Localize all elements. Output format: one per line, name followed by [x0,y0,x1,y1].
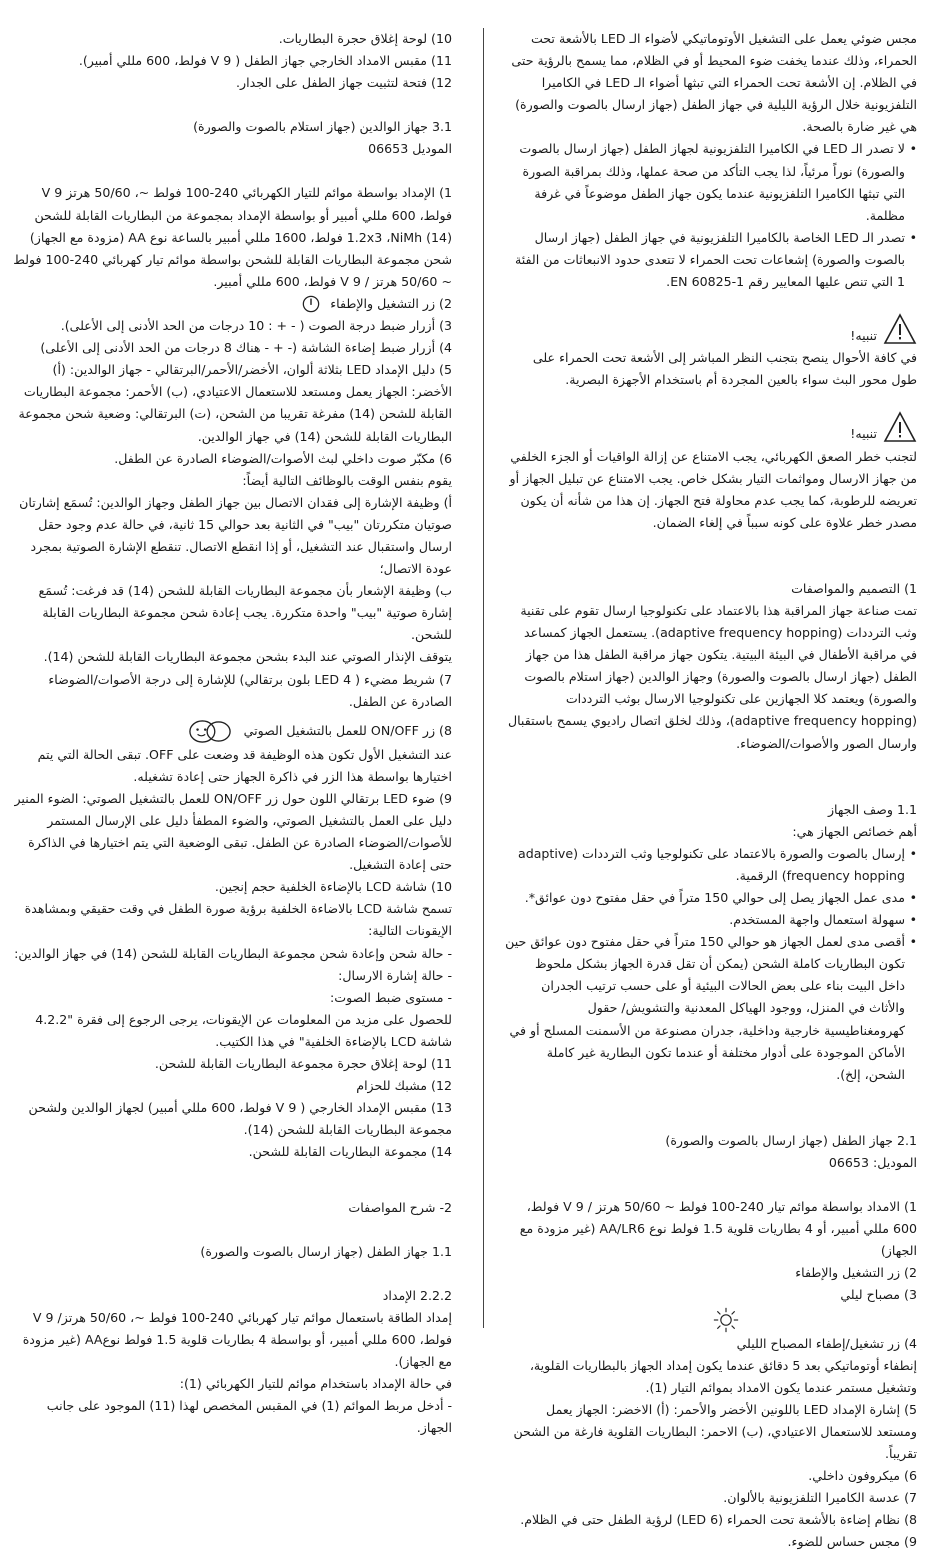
baby-unit-item-8: 8) نظام إضاءة بالأشعة تحت الحمراء (LED 6) لرؤية الطفل حتى في الظلام. [520,1512,917,1528]
feature-item: • سهولة استعمال واجهة المستخدم. [505,909,917,931]
section-2-1-model: الموديل: 06653 [828,1154,917,1170]
baby-unit-item-5: 5) إشارة الإمداد LED باللونين الأخضر والأحمر: (أ) الاخضر: الجهاز يعمل ومستعد للاستعمال الاعتيادي، (ب) الاحمر: البطاريات القلوية فارغة من الشحن تقريباً. [513,1401,917,1461]
section-1-1b-title: 1.1 جهاز الطفل (جهاز ارسال بالصوت والصورة) [200,1243,452,1259]
right-column [505,28,917,1553]
baby-unit-item-6: 6) ميكروفون داخلي. [808,1468,917,1484]
parent-unit-p23: 12) مشبك للحزام [356,1078,452,1094]
warning-block-1 [505,315,917,391]
parent-unit-p11: يتوقف الإنذار الصوتي عند البدء بشحن مجموعة البطاريات القابلة للشحن (14). [43,649,452,665]
baby-unit-item-9: 9) مجس حساس للضوء. [787,1534,917,1550]
power-icon [302,295,320,313]
baby-unit-item-7: 7) عدسة الكاميرا التلفزيونية بالألوان. [723,1490,917,1506]
parent-unit-p18: - حالة شحن وإعادة شحن مجموعة البطاريات القابلة للشحن (14) في جهاز الوالدين: [14,945,452,961]
warning-title-1: تنبيه! [850,328,877,344]
parent-unit-p5: 4) أزرار ضبط إضاءة الشاشة (- + - هناك 8 درجات من الحد الأدنى إلى الأعلى) [40,340,452,356]
parent-unit-vox-button [12,719,452,744]
section-3-1-model: الموديل 06653 [368,141,452,157]
warning-icon [883,313,917,345]
warning-text-1: في كافة الأحوال ينصح بتجنب النظر المباشر إلى الأشعة تحت الحمراء على طول محور البث سواء بالعين المجردة أم باستخدام الأجهزة البصرية. [532,350,917,388]
parent-unit-p10: ب) وظيفة الإشعار بأن مجموعة البطاريات القابلة للشحن (14) قد فرغت: تُسمَع إشارة صوتية "بيب" واحدة متكررة. يجب إعادة شحن مجموعة البطاريات القابلة للشحن. [38,583,452,643]
baby-unit-item-2: 2) زر التشغيل والإطفاء [795,1265,917,1281]
vox-icon [188,719,232,744]
feature-item: • إرسال بالصوت والصورة بالاعتماد على تكنولوجيا وثب الترددات (adaptive frequency hopping) الرقمية. [505,843,917,887]
parent-unit-p8: يقوم بنفس الوقت بالوظائف التالية أيضاً: [242,472,452,488]
parent-unit-p9: أ) وظيفة الإشارة إلى فقدان الاتصال بين جهاز الطفل وجهاز الوالدين: تُسمَع إشارتان صوتيان متكررتان "بيب" في الثانية بعد حوالي 15 ثانية، في حالة عدم وجود حقل ارسال واستقبال عند التشغيل، أو إذا انقطع الاتصال. تنقطع الإشارة الصوتية بمجرد عودة الاتصال؛ [19,494,452,577]
parent-unit-p4: 3) أزرار ضبط درجة الصوت ( - + : 10 درجات من الحد الأدنى إلى الأعلى). [60,318,452,334]
baby-unit-item-3: 3) مصباح ليلي [840,1287,917,1303]
baby-unit-item-11: 11) مقبس الامداد الخارجي جهاز الطفل ( 9 V فولط، 600 مللي أمبير). [78,53,452,69]
section-2-title: 2- شرح المواصفات [348,1199,452,1215]
parent-unit-power-button [12,293,452,315]
parent-unit-p12: 7) شريط مضيء ( 4 LED بلون برتقالي) للإشارة إلى درجة الأصوات/الضوضاء الصادرة عن الطفل. [48,671,452,709]
section-1-title: 1) التصميم والمواصفات [791,580,917,596]
supply-p26: إمداد الطاقة باستعمال موائم تيار كهربائي 240-100 فولط ~، 50/60 هرتز/ 9 V فولط، 600 مللي أمبير، أو بواسطة 4 بطاريات قلوية 1.5 فولط نوعAA (غير مزودة مع الجهاز). [22,1309,452,1369]
baby-unit-item-12: 12) فتحة لتثبيت جهاز الطفل على الجدار. [236,75,452,91]
warning-title-2: تنبيه! [850,426,877,442]
parent-unit-p14: عند التشغيل الأول تكون هذه الوظيفة قد وضعت على OFF. تبقى الحالة التي يتم اختيارها بواسطة هذا الزر في ذاكرة الجهاز حتى إعادة تشغيله. [37,746,452,784]
left-column [12,28,452,1439]
parent-unit-p22: 11) لوحة إغلاق حجرة مجموعة البطاريات القابلة للشحن. [154,1056,452,1072]
bullet-led-emission: • تصدر الـ LED الخاصة بالكاميرا التلفزيونية في جهاز الطفل (جهاز ارسال بالصوت والصورة) إشعاعات تحت الحمراء لا تتعدى حدود الانبعاثات من الفئة 1 التي تنص عليها المعايير رقم EN 60825-1. [505,227,917,293]
night-light-icon [713,1307,739,1333]
parent-unit-p16: 10) شاشة LCD بالإضاءة الخلفية حجم إنجين. [214,879,452,895]
supply-p27: في حالة الإمداد باستخدام موائم للتيار الكهربائي (1): [179,1376,452,1392]
warning-block-2 [505,413,917,533]
parent-unit-p2: شحن مجموعة البطاريات القابلة للشحن بواسطة موائم تيار كهربائي 240-100 فولط ~ 50/60 هرتز / 9 V فولط، 600 مللي أمبير. [13,251,452,289]
feature-item: • أقصى مدى لعمل الجهاز هو حوالي 150 متراً في حقل مفتوح دون عوائق حين تكون البطاريات كاملة الشحن (يمكن أن تقل قدرة الجهاز بشكل ملحوظ داخل البيت بناء على بعض الحالات البيئية أو على حسب ترتيب الجدران والأثاث في المنزل، ووجود الهياكل المعدنية والتشويش/ حقول كهرومغناطيسية خارجية وداخلية، جدران مصنوعة من الأسمنت المسلح أو في الأماكن الموجودة على أدوار مختلفة أو عندما تكون البطارية غير كاملة الشحن، إلخ). [505,931,917,1086]
parent-unit-p25: 14) مجموعة البطاريات القابلة للشحن. [248,1144,452,1160]
warning-icon [883,411,917,443]
supply-p28: - أدخل مربط الموائم (1) في المقبس المخصص لهذا (11) الموجود على جانب الجهاز. [46,1398,452,1436]
feature-item: • مدى عمل الجهاز يصل إلى حوالي 150 متراً في حقل مفتوح دون عوائق*. [505,887,917,909]
section-1-1-intro: أهم خصائص الجهاز هي: [792,823,917,839]
parent-unit-p24: 13) مقبس الإمداد الخارجي ( 9 V فولط، 600 مللي أمبير) لجهاز الوالدين ولشحن مجموعة البطاريات القابلة للشحن (14). [28,1100,452,1138]
baby-unit-item-10: 10) لوحة إغلاق حجرة البطاريات. [278,31,452,46]
section-2-1-title: 2.1 جهاز الطفل (جهاز ارسال بالصوت والصورة) [665,1132,917,1148]
power-button-label: 2) زر التشغيل والإطفاء [330,295,452,311]
baby-unit-item-4-detail: إنطفاء أوتوماتيكي بعد 5 دقائق عندما يكون إمداد الجهاز بالبطاريات القلوية، وتشغيل مستمر عندما يكون الامداد بموائم التيار (1). [529,1357,917,1395]
baby-unit-item-1: 1) الامداد بواسطة موائم تيار 240-100 فولط ~ 50/60 هرتز / 9 V فولط، 600 مللي أمبير، أو 4 بطاريات قلوية 1.5 فولط نوع AA/LR6 (غير مزودة مع الجهاز) [519,1199,917,1259]
column-divider [483,28,484,1328]
parent-unit-p17: تسمح شاشة LCD بالاضاءة الخلفية برؤية صورة الطفل في وقت حقيقي وبمشاهدة الإيقونات التالية: [24,901,452,939]
parent-unit-p1: 1) الإمداد بواسطة موائم للتيار الكهربائي 240-100 فولط ~، 50/60 هرتز 9 V فولط، 600 مللي أمبير أو بواسطة الإمداد بمجموعة من البطاريات القابلة للشحن (14) 1.2x3 ،NiMh فولط، 1600 مللي أمبير بالساعة نوع AA (مزودة مع الجهاز) [29,185,452,245]
parent-unit-p20: - مستوى ضبط الصوت: [329,989,452,1005]
baby-unit-item-4: 4) زر تشغيل/إطفاء المصباح الليلي [736,1335,917,1351]
intro-paragraph: مجس ضوئي يعمل على التشغيل الأوتوماتيكي لأضواء الـ LED بالأشعة تحت الحمراء، وذلك عندما يخفت ضوء المحيط أو في الظلام، مما يسمح بالرؤية حتى في الظلام. إن الأشعة تحت الحمراء التي تبثها أضواء الـ LED في الكاميرا التلفزيونية خلال الرؤية الليلية في جهاز الطفل (جهاز ارسال بالصوت والصورة) هي غير ضارة بالصحة. [511,31,917,135]
parent-unit-p7: 6) مكبّر صوت داخلي لبث الأصوات/الضوضاء الصادرة عن الطفل. [114,450,452,466]
section-1-1-title: 1.1 وصف الجهاز [827,801,917,817]
parent-unit-p21: للحصول على مزيد من المعلومات عن الإيقونات، يرجى الرجوع إلى فقرة "4.2.2 شاشة LCD بالإضاءة الخلفية" في هذا الكتيب. [35,1011,452,1049]
vox-button-label: 8) زر ON/OFF للعمل بالتشغيل الصوتي [243,722,452,738]
section-3-1-title: 3.1 جهاز الوالدين (جهاز استلام بالصوت والصورة) [193,119,452,135]
parent-unit-p6: 5) دليل الإمداد LED بثلاثة ألوان، الأخضر/الأحمر/البرتقالي - جهاز الوالدين: (أ) الأخضر: الجهاز يعمل ومستعد للاستعمال الاعتيادي، (ب) الأحمر: مجموعة البطاريات القابلة للشحن (14) مفرغة تقريبا من الشحن، (ت) البرتقالي: وضعية شحن مجموعة البطاريات القابلة للشحن (14) في جهاز الوالدين. [18,362,452,444]
bullet-led-visible: • لا تصدر الـ LED في الكاميرا التلفزيونية لجهاز الطفل (جهاز ارسال بالصوت والصورة) نوراً مرئياً، لذا يجب التأكد من صحة عملها، وذلك بمراقبة الصورة التي تبثها الكاميرا التلفزيونية عندما يكون جهاز الطفل موضوعاً في غرفة مظلمة. [505,138,917,226]
section-1-text: تمت صناعة جهاز المراقبة هذا بالاعتماد على تكنولوجيا ارسال تقوم على تقنية وثب الترددات (adaptive frequency hopping). يستعمل الجهاز كمساعد في مراقبة الأطفال في البيئة البيتية. يتكون جهاز مراقبة الطفل هذا من جهاز الطفل (جهاز ارسال بالصوت والصورة) وجهاز الوالدين (جهاز استلام بالصوت والصورة) ويعتمد كلا الجهازين على تكنولوجيا الارسال بوثب الترددات (adaptive frequency hopping)، وذلك لخلق اتصال راديوي يسمح باستقبال وارسال الصور والأصوات/الضوضاء. [507,602,917,751]
warning-text-2: لتجنب خطر الصعق الكهربائي، يجب الامتناع عن إزالة الواقيات أو الجزء الخلفي من جهاز الارسال ومواثمات التيار بشكل خاص. يجب الامتناع عن تبليل الجهاز أو تعريضه للرطوبة، كما يجب عدم محاولة فتح الجهاز. إن هذا من شأنه أن يكون مصدر خطر علاوة على كونه سبباً في إلغاء الضمان. [509,448,917,530]
section-2-2-2-title: 2.2.2 الإمداد [382,1287,452,1303]
parent-unit-p19: - حالة إشارة الارسال: [338,967,452,983]
parent-unit-p15: 9) ضوء LED برتقالي اللون حول زر ON/OFF للعمل بالتشغيل الصوتي: الضوء المنير دليل على العمل بالتشغيل الصوتي، والضوء المطفأ دليل على الإرسال المستمر للأصوات/الضوضاء الصادرة عن الطفل. تبقى الوضعية التي يتم اختيارها في الذاكرة حتى إعادة التشغيل. [14,790,452,873]
